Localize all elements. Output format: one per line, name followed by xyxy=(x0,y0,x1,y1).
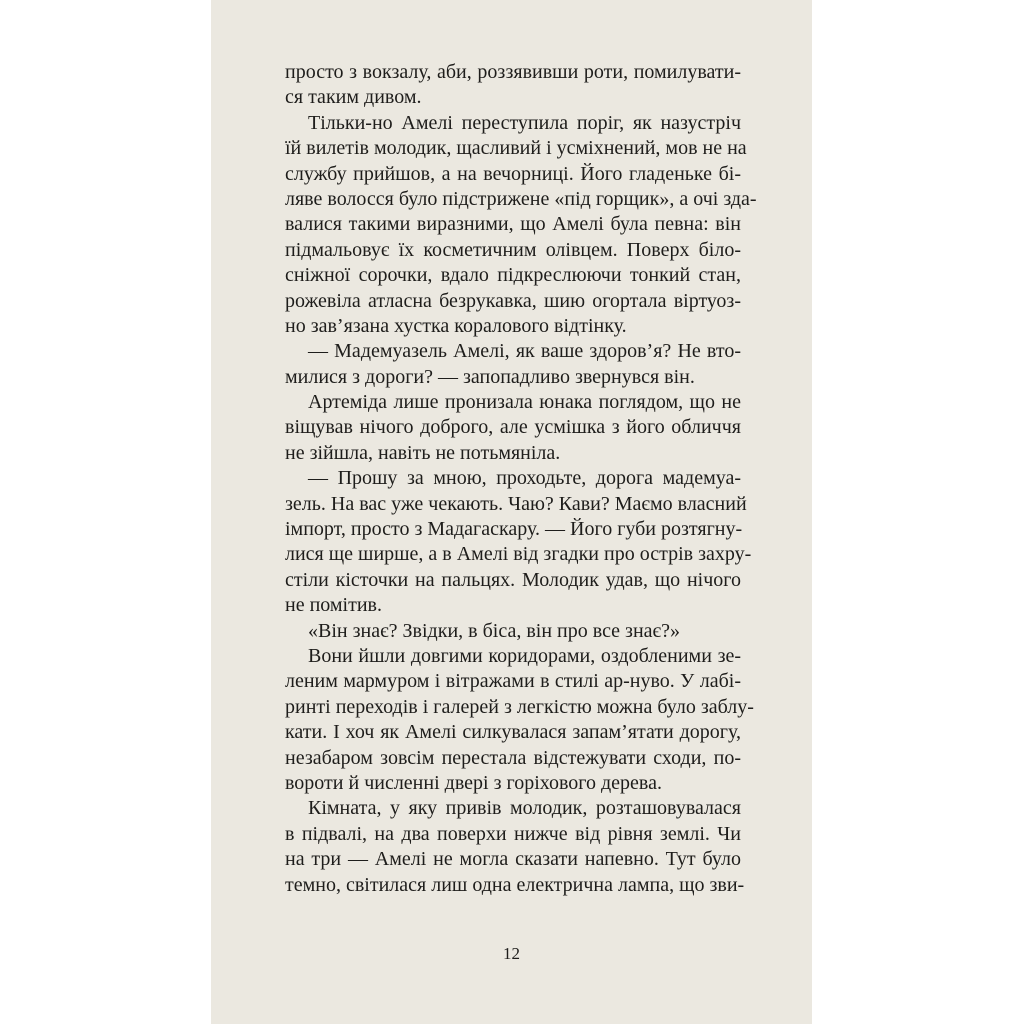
text-line: не помітив. xyxy=(285,594,383,617)
page-text xyxy=(285,60,757,898)
paragraph xyxy=(285,644,754,796)
text-line: не зійшла, навіть не потьмяніла. xyxy=(285,441,561,464)
paragraph xyxy=(285,111,757,340)
text-line: «Він знає? Звідки, в біса, він про все знає?» xyxy=(308,619,681,642)
text-line: сніжної сорочки, вдало підкреслюючи тонкий стан, xyxy=(285,264,741,287)
text-line: ся таким дивом. xyxy=(285,86,422,109)
text-line: на три — Амелі не могла сказати напевно. Тут було xyxy=(285,848,741,871)
text-line: — Мадемуазель Амелі, як ваше здоров’я? Не вто- xyxy=(308,340,741,363)
paragraph xyxy=(285,619,741,644)
paragraph xyxy=(285,390,741,466)
text-line: в підвалі, на два поверхи нижче від рівня землі. Чи xyxy=(285,822,741,845)
paragraph xyxy=(285,60,741,111)
text-line: вороти й численні двері з горіхового дерева. xyxy=(285,771,662,794)
book-page xyxy=(211,0,812,1024)
text-line: стіли кісточки на пальцях. Молодик удав, що нічого xyxy=(285,568,741,591)
text-line: незабаром зовсім перестала відстежувати сходи, по- xyxy=(285,746,741,769)
text-line: ляве волосся було підстрижене «під горщик», а очі зда- xyxy=(285,187,757,210)
paragraph xyxy=(285,796,745,898)
text-line: Тільки-но Амелі переступила поріг, як назустріч xyxy=(308,111,741,134)
text-line: рожевіла атласна безрукавка, шию огортала віртуоз- xyxy=(285,289,741,312)
text-line: — Прошу за мною, проходьте, дорога мадемуа- xyxy=(308,467,741,490)
text-line: ринті переходів і галерей з легкістю можна було заблу- xyxy=(285,695,754,718)
text-line: імпорт, просто з Мадагаскару. — Його губи розтягну- xyxy=(285,518,743,541)
text-line: темно, світилася лиш одна електрична лампа, що зви- xyxy=(285,873,745,896)
text-line: Артеміда лише пронизала юнака поглядом, що не xyxy=(308,391,741,414)
text-line: просто з вокзалу, аби, роззявивши роти, помилувати- xyxy=(285,61,741,83)
text-line: підмальовує їх косметичним олівцем. Поверх біло- xyxy=(285,238,741,261)
text-line: віщував нічого доброго, але усмішка з його обличчя xyxy=(285,416,741,439)
text-line: но зав’язана хустка коралового відтінку. xyxy=(285,314,627,337)
text-line: леним мармуром і вітражами в стилі ар-нуво. У лабі- xyxy=(285,670,741,693)
text-line: службу прийшов, а на вечорниці. Його гладеньке бі- xyxy=(285,162,741,185)
text-line: кати. І хоч як Амелі силкувалася запам’ятати дорогу, xyxy=(285,721,741,744)
paragraph xyxy=(285,339,741,390)
text-line: Кімната, у яку привів молодик, розташовувалася xyxy=(308,797,741,820)
text-line: зель. На вас уже чекають. Чаю? Кави? Маємо власний xyxy=(285,492,747,515)
text-line: Вони йшли довгими коридорами, оздобленими зе- xyxy=(308,644,741,667)
text-line: валися такими виразними, що Амелі була певна: він xyxy=(285,213,741,236)
paragraph xyxy=(285,466,752,618)
text-line: їй вилетів молодик, щасливий і усміхнений, мов не на xyxy=(285,137,747,160)
page-number: 12 xyxy=(503,944,520,963)
text-line: лися ще ширше, а в Амелі від згадки про острів захру- xyxy=(285,543,752,566)
text-line: милися з дороги? — запопадливо звернувся він. xyxy=(285,365,695,388)
